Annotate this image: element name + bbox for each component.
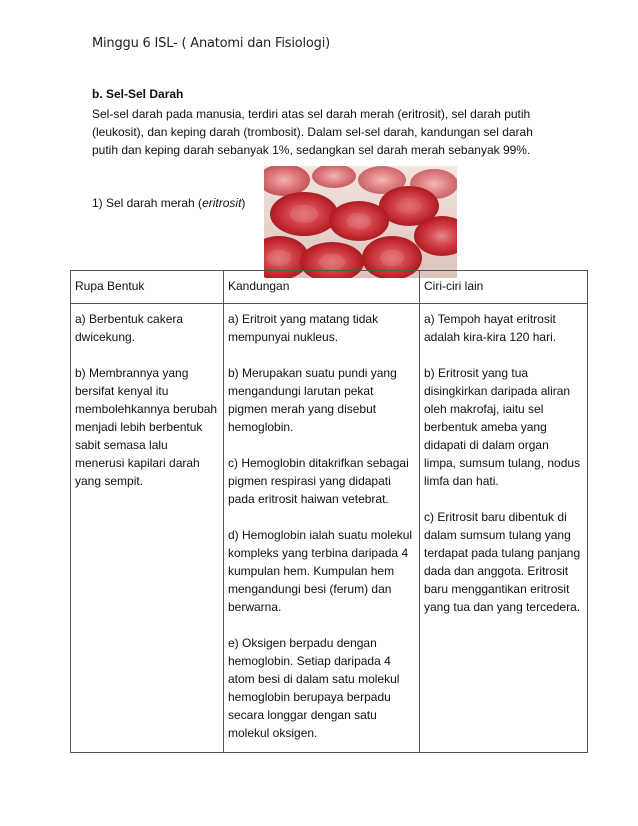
page-header: Minggu 6 ISL- ( Anatomi dan Fisiologi) [92, 36, 331, 51]
intro-paragraph [92, 105, 552, 159]
cell-rupa-bentuk [71, 304, 224, 753]
table-row [71, 304, 588, 753]
table-header-row [71, 271, 588, 304]
red-blood-cells-illustration [264, 166, 457, 278]
intro-text: Sel-sel darah pada manusia, terdiri atas sel darah merah (eritrosit), sel darah putih (leukosit), dan keping darah (trombosit). Dalam sel-sel darah, kandungan sel darah putih dan keping darah sebanyak 1%, sedangkan sel darah merah sebanyak 99%. [92, 107, 533, 157]
ciri-item-a: a) Tempoh hayat eritrosit adalah kira-kira 120 hari. [424, 312, 557, 344]
kandungan-item-e: e) Oksigen berpadu dengan hemoglobin. Setiap daripada 4 atom besi di dalam satu molekul hemoglobin berupaya berpadu secara longgar dengan satu molekul oksigen. [228, 636, 400, 740]
subheading-suffix: ) [241, 196, 246, 210]
header-rupa-bentuk: Rupa Bentuk [71, 271, 224, 304]
kandungan-item-d: d) Hemoglobin ialah suatu molekul kompleks yang terbina daripada 4 kumpulan hem. Kumpulan hem mengandungi besi (ferum) dan berwarna. [228, 528, 413, 614]
ciri-item-c: c) Eritrosit baru dibentuk di dalam sumsum tulang yang terdapat pada tulang panjang dada dan anggota. Eritrosit baru menggantikan eritrosit yang tua dan yang tercedera. [424, 510, 581, 614]
erythrocyte-table [70, 270, 588, 753]
subheading-prefix: 1) Sel darah merah ( [92, 196, 203, 210]
kandungan-item-a: a) Eritroit yang matang tidak mempunyai nukleus. [228, 312, 379, 344]
section-title: b. Sel-Sel Darah [92, 87, 184, 101]
rupa-bentuk-item-a: a) Berbentuk cakera dwicekung. [75, 312, 184, 344]
kandungan-item-b: b) Merupakan suatu pundi yang mengandungi larutan pekat pigmen merah yang disebut hemoglobin. [228, 366, 397, 434]
cell-ciri-ciri-lain [420, 304, 588, 753]
header-kandungan: Kandungan [224, 271, 420, 304]
header-ciri-ciri-lain: Ciri-ciri lain [420, 271, 588, 304]
red-blood-cells-image [264, 166, 457, 278]
kandungan-item-c: c) Hemoglobin ditakrifkan sebagai pigmen respirasi yang didapati pada eritrosit haiwan vetebrat. [228, 456, 409, 506]
subheading-eritrosit [92, 196, 245, 210]
cell-kandungan [224, 304, 420, 753]
rupa-bentuk-item-b: b) Membrannya yang bersifat kenyal itu membolehkannya berubah menjadi lebih berbentuk sabit semasa lalu menerusi kapilari darah yang sempit. [75, 366, 218, 488]
ciri-item-b: b) Eritrosit yang tua disingkirkan daripada aliran oleh makrofaj, iaitu sel berbentuk ameba yang didapati di dalam organ limpa, sumsum tulang, nodus limfa dan hati. [424, 366, 581, 488]
subheading-term: eritrosit [202, 196, 242, 210]
